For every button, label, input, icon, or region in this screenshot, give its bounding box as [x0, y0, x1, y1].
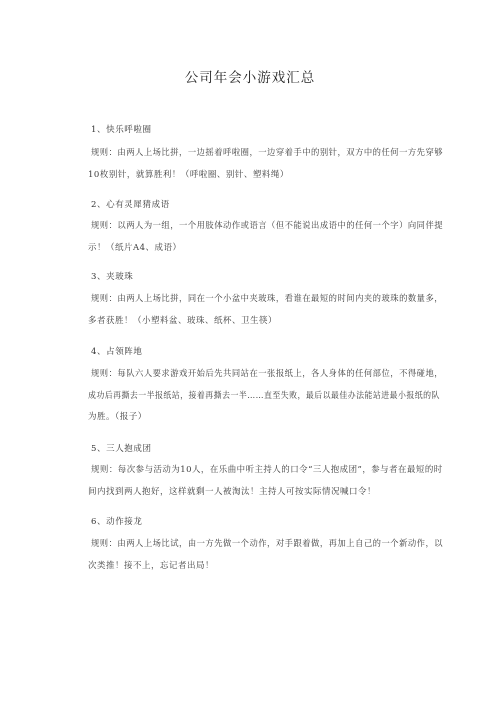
- game-6-rules-line-2: 次类推！接不上，忘记者出局！: [88, 560, 215, 571]
- game-3-rules-line-2: 多者获胜！（小塑料盆、玻珠、纸杯、卫生筷）: [88, 315, 278, 326]
- game-5-rules: [88, 460, 443, 503]
- game-4-rules-line-2: 成功后再撕去一半报纸站，接着再撕去一半……直至失败，最后以最佳办法能站进最小报纸的队: [88, 390, 440, 401]
- game-6-rules-line-1: 规则：由两人上场比试，由一方先做一个动作，对手跟着做，再加上自己的一个新动作，以: [91, 539, 444, 549]
- game-1-heading: 1、快乐呼啦圈: [91, 125, 152, 135]
- game-4-rules-line-3: 为胜。（报子）: [88, 412, 147, 422]
- game-3-rules-line-1: 规则：由两人上场比拼，同在一个小盆中夹玻珠，看谁在最短的时间内夹的玻珠的数量多，: [91, 294, 444, 304]
- game-1-rules-line-2: 10枚别针，就算胜利！（呼啦圈、别针、塑料绳）: [88, 169, 289, 180]
- game-4-heading: 4、占领阵地: [91, 347, 143, 357]
- game-6-heading: 6、动作接龙: [91, 517, 143, 527]
- game-3-heading: 3、夹玻珠: [91, 272, 134, 282]
- game-3-rules: [88, 289, 444, 332]
- game-4-rules: [88, 364, 444, 429]
- game-2-rules: [88, 216, 444, 259]
- game-5-rules-line-2: 间内找到两人抱好，这样就剩一人被淘汰！主持人可按实际情况喊口令！: [88, 486, 377, 497]
- game-2-rules-line-1: 规则：以两人为一组，一个用肢体动作或语言（但不能说出成语中的任何一个字）向同伴提: [91, 221, 444, 231]
- game-2-heading: 2、心有灵犀猜成语: [91, 200, 170, 210]
- document-title: 公司年会小游戏汇总: [184, 70, 316, 86]
- game-2-rules-line-2: 示！（纸片A4、成语）: [88, 242, 182, 253]
- game-1-rules: [88, 143, 444, 186]
- game-5-rules-line-1: 规则：每次参与活动为10人，在乐曲中听主持人的口令“三人抱成团”，参与者在最短的时: [91, 465, 443, 475]
- game-6-rules: [88, 534, 444, 577]
- game-1-rules-line-1: 规则：由两人上场比拼，一边摇着呼啦圈，一边穿着手中的别针，双方中的任何一方先穿够: [91, 148, 444, 158]
- game-4-rules-line-1: 规则：每队六人要求游戏开始后先共同站在一张报纸上，各人身体的任何部位，不得碰地，: [91, 369, 444, 379]
- game-5-heading: 5、三人抱成团: [91, 444, 152, 454]
